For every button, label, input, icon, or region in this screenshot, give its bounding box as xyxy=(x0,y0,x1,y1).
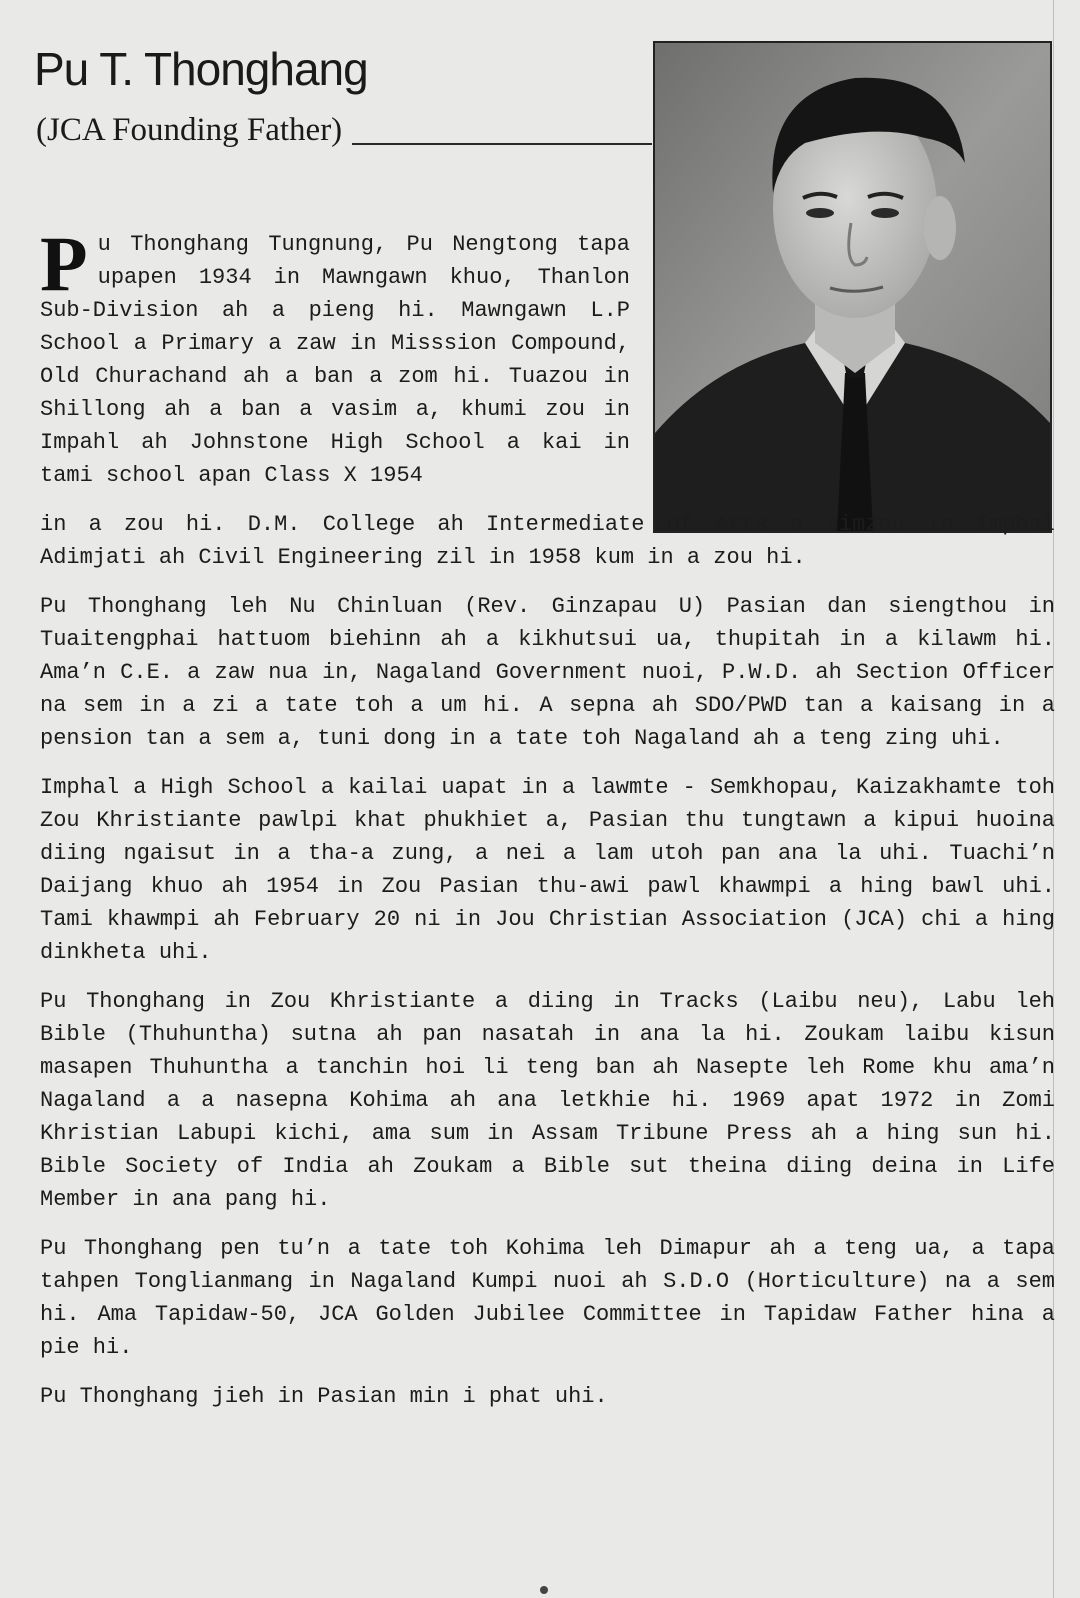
paragraph-4: Pu Thonghang in Zou Khristiante a diing in Tracks (Laibu neu), Labu leh Bible (Thuhuntha) sutna ah pan nasatah in ana la hi. Zoukam laibu kisun masapen Thuhuntha a tanchin hoi li teng ban ah Nasepte leh Rome khu ama’n Nagaland a a nasepna Kohima ah ana letkhie hi. 1969 apat 1972 in Zomi Khristian Labupi kichi, ama sum in Assam Tribune Press ah a hing sun hi. Bible Society of India ah Zoukam a Bible sut theina diing deina in Life Member in ana pang hi. xyxy=(40,989,1055,1212)
paragraph-2: Pu Thonghang leh Nu Chinluan (Rev. Ginzapau U) Pasian dan siengthou in Tuaitengphai hattuom biehinn ah a kikhutsui ua, thupitah in a kilawm hi. Ama’n C.E. a zaw nua in, Nagaland Government nuoi, P.W.D. ah Section Officer na sem in a zi a tate toh a um hi. A sepna ah SDO/PWD tan a kaisang in a pension tan a sem a, tuni dong in a tate toh Nagaland ah a teng zing uhi. xyxy=(40,594,1055,751)
article-title: Pu T. Thonghang xyxy=(34,43,368,95)
paragraph-1 xyxy=(40,220,630,492)
article-body xyxy=(40,220,1055,1429)
paragraph-1-tail: in a zou hi. D.M. College ah Intermediate of Arts a simzou in Imphal Adimjati ah Civil Engineering zil in 1958 kum in a zou hi. xyxy=(40,512,1055,570)
subtitle-underline xyxy=(352,143,652,145)
paragraph-1-lead: u Thonghang Tungnung, Pu Nengtong tapa upapen 1934 in Mawngawn khuo, Thanlon Sub-Division ah a pieng hi. Mawngawn L.P School a Primary a zaw in Misssion Compound, Old Churachand ah a ban a zom hi. Tuazou in Shillong ah a ban a vasim a, khumi zou in Impahl ah Johnstone High School a kai in tami school apan Class X 1954 xyxy=(40,232,630,488)
paragraph-5: Pu Thonghang pen tu’n a tate toh Kohima leh Dimapur ah a teng ua, a tapa tahpen Tonglianmang in Nagaland Kumpi nuoi ah S.D.O (Horticulture) na a sem hi. Ama Tapidaw-50, JCA Golden Jubilee Committee in Tapidaw Father hina a pie hi. xyxy=(40,1236,1055,1360)
article-subtitle: (JCA Founding Father) xyxy=(36,112,343,148)
paragraph-3: Imphal a High School a kailai uapat in a lawmte - Semkhopau, Kaizakhamte toh Zou Khristiante pawlpi khat phukhiet a, Pasian thu tungtawn a kipui huoina diing ngaisut in a tha-a zung, a nei a lam utoh pan ana la uhi. Tuachi’n Daijang khuo ah 1954 in Zou Pasian thu-awi pawl khawmpi a hing bawl uhi. Tami khawmpi ah February 20 ni in Jou Christian Association (JCA) chi a hing dinkheta uhi. xyxy=(40,775,1055,965)
paragraph-6: Pu Thonghang jieh in Pasian min i phat uhi. xyxy=(40,1384,608,1409)
drop-cap: P xyxy=(40,220,88,307)
page-mark xyxy=(540,1586,548,1594)
